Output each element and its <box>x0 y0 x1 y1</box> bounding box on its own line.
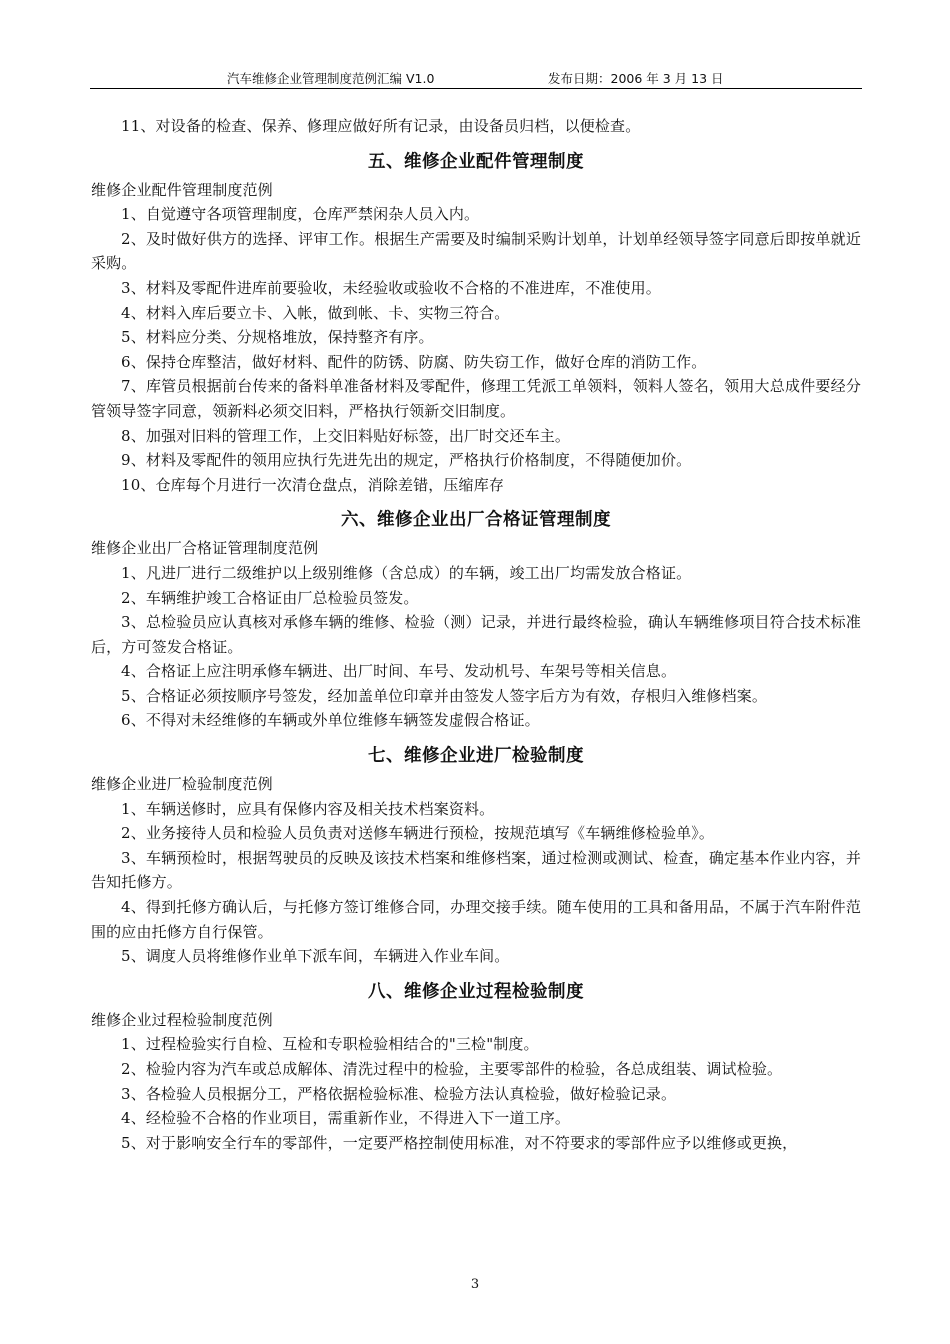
list-item: 3、材料及零配件进库前要验收，未经验收或验收不合格的不准进库，不准使用。 <box>121 278 661 297</box>
list-item: 5、合格证必须按顺序号签发，经加盖单位印章并由签发人签字后方为有效，存根归入维修档案。 <box>121 686 767 705</box>
section-subtitle: 维修企业配件管理制度范例 <box>91 180 273 199</box>
list-item: 8、加强对旧料的管理工作，上交旧料贴好标签，出厂时交还车主。 <box>121 426 571 445</box>
section-heading: 五、维修企业配件管理制度 <box>368 151 584 172</box>
page-header <box>90 66 862 89</box>
section-subtitle: 维修企业过程检验制度范例 <box>91 1010 273 1029</box>
list-item: 1、过程检验实行自检、互检和专职检验相结合的"三检"制度。 <box>121 1035 539 1054</box>
list-item: 2、检验内容为汽车或总成解体、清洗过程中的检验，主要零部件的检验，各总成组装、调试检验。 <box>121 1060 783 1078</box>
list-item: 5、调度人员将维修作业单下派车间，车辆进入作业车间。 <box>121 947 510 966</box>
list-item: 10、仓库每个月进行一次清仓盘点，消除差错，压缩库存 <box>121 475 504 494</box>
list-item: 3、各检验人员根据分工，严格依据检验标准、检验方法认真检验，做好检验记录。 <box>121 1084 677 1103</box>
section-parts-management <box>91 139 861 498</box>
document-body <box>91 114 861 1155</box>
publish-date: 发布日期：2006 年 3 月 13 日 <box>548 71 724 86</box>
list-item: 4、得到托修方确认后，与托修方签订维修合同，办理交接手续。随车使用的工具和备用品，不属于汽车附件范围的应由托修方自行保管。 <box>91 898 861 941</box>
list-item: 6、保持仓库整洁，做好材料、配件的防锈、防腐、防失窃工作，做好仓库的消防工作。 <box>121 352 707 371</box>
section-exit-certificate <box>91 497 861 733</box>
section-entry-inspection <box>91 733 861 969</box>
section-heading: 八、维修企业过程检验制度 <box>368 981 584 1002</box>
page-number: 3 <box>470 1277 480 1292</box>
section-heading: 七、维修企业进厂检验制度 <box>368 746 584 767</box>
list-item: 3、总检验员应认真核对承修车辆的维修、检验（测）记录，并进行最终检验，确认车辆维修项目符合技术标准后，方可签发合格证。 <box>91 613 861 656</box>
list-item: 2、业务接待人员和检验人员负责对送修车辆进行预检，按规范填写《车辆维修检验单》。 <box>121 824 715 843</box>
section-process-inspection <box>91 969 861 1156</box>
list-item: 3、车辆预检时，根据驾驶员的反映及该技术档案和维修档案，通过检测或测试、检查，确定基本作业内容，并告知托修方。 <box>91 848 861 892</box>
list-item: 1、车辆送修时，应具有保修内容及相关技术档案资料。 <box>121 799 495 818</box>
list-item: 6、不得对未经维修的车辆或外单位维修车辆签发虚假合格证。 <box>121 711 540 730</box>
section-subtitle: 维修企业进厂检验制度范例 <box>91 775 273 794</box>
list-item: 5、对于影响安全行车的零部件，一定要严格控制使用标准，对不符要求的零部件应予以维修或更换， <box>121 1133 798 1152</box>
list-item: 7、库管员根据前台传来的备料单准备材料及零配件，修理工凭派工单领料，领料人签名，领用大总成件要经分管领导签字同意，领新料必须交旧料，严格执行领新交旧制度。 <box>91 377 861 420</box>
list-item: 1、自觉遵守各项管理制度，仓库严禁闲杂人员入内。 <box>121 205 480 224</box>
lead-paragraph: 11、对设备的检查、保养、修理应做好所有记录，由设备员归档，以便检查。 <box>121 117 641 135</box>
list-item: 2、车辆维护竣工合格证由厂总检验员签发。 <box>121 588 419 607</box>
list-item: 9、材料及零配件的领用应执行先进先出的规定，严格执行价格制度，不得随便加价。 <box>121 451 692 470</box>
list-item: 5、材料应分类、分规格堆放，保持整齐有序。 <box>121 328 434 347</box>
section-subtitle: 维修企业出厂合格证管理制度范例 <box>91 539 319 558</box>
list-item: 2、及时做好供方的选择、评审工作。根据生产需要及时编制采购计划单，计划单经领导签字同意后即按单就近采购。 <box>91 229 861 273</box>
section-heading: 六、维修企业出厂合格证管理制度 <box>341 510 611 531</box>
document-title: 汽车维修企业管理制度范例汇编 V1.0 <box>227 71 435 86</box>
list-item: 4、合格证上应注明承修车辆进、出厂时间、车号、发动机号、车架号等相关信息。 <box>121 662 677 681</box>
list-item: 4、经检验不合格的作业项目，需重新作业，不得进入下一道工序。 <box>121 1109 571 1128</box>
list-item: 4、材料入库后要立卡、入帐，做到帐、卡、实物三符合。 <box>121 303 510 322</box>
list-item: 1、凡进厂进行二级维护以上级别维修（含总成）的车辆，竣工出厂均需发放合格证。 <box>121 563 692 582</box>
